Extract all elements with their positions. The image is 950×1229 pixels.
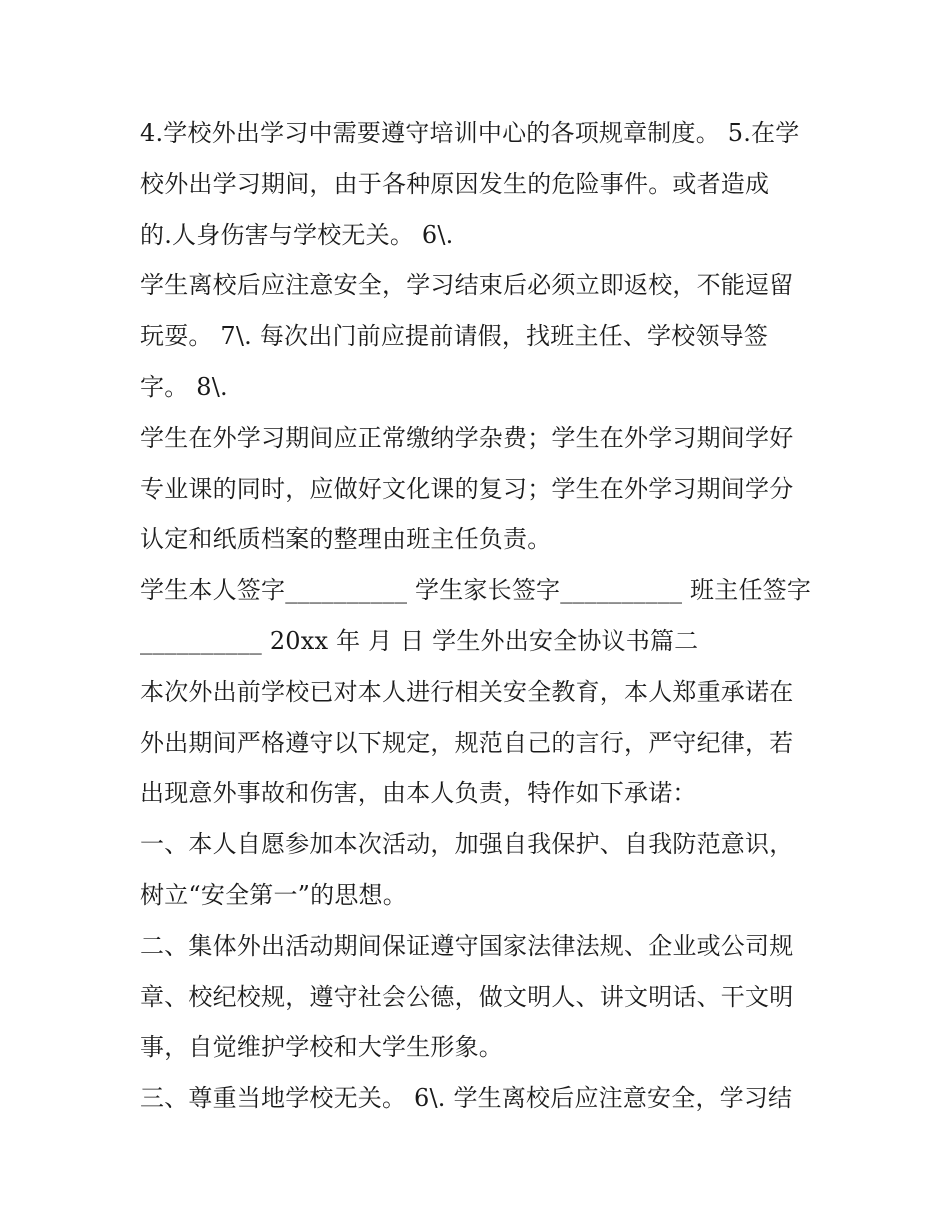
signature-line: 学生本人签字__________ 学生家长签字__________ 班主任签字 <box>140 576 812 605</box>
text-line: 的.人身伤害与学校无关。 6\. <box>140 220 454 249</box>
text-line: 4.学校外出学习中需要遵守培训中心的各项规章制度。 5.在学 <box>140 119 800 147</box>
text-line: 出现意外事故和伤害，由本人负责，特作如下承诺： <box>140 779 697 808</box>
text-line: 事，自觉维护学校和大学生形象。 <box>140 1033 503 1062</box>
document-body <box>140 108 820 1124</box>
text-line: 玩耍。 7\. 每次出门前应提前请假，找班主任、学校领导签 <box>140 322 769 351</box>
text-line: 外出期间严格遵守以下规定，规范自己的言行，严守纪律，若 <box>140 728 794 757</box>
text-line: 学生离校后应注意安全，学习结束后必须立即返校，不能逗留 <box>140 271 794 300</box>
text-line: 认定和纸质档案的整理由班主任负责。 <box>140 525 552 554</box>
text-line: 字。 8\. <box>140 372 228 401</box>
text-line: 学生在外学习期间应正常缴纳学杂费；学生在外学习期间学好 <box>140 423 794 452</box>
text-line: 专业课的同时，应做好文化课的复习；学生在外学习期间学分 <box>140 474 794 503</box>
text-line: 本次外出前学校已对本人进行相关安全教育，本人郑重承诺在 <box>140 677 794 706</box>
text-line: 一、本人自愿参加本次活动，加强自我保护、自我防范意识， <box>140 830 794 859</box>
text-line: 树立“安全第一”的思想。 <box>140 880 407 909</box>
text-line: 二、集体外出活动期间保证遵守国家法律法规、企业或公司规 <box>140 931 794 960</box>
text-line: 校外出学习期间，由于各种原因发生的危险事件。或者造成 <box>140 169 770 198</box>
text-line: 章、校纪校规，遵守社会公德，做文明人、讲文明话、干文明 <box>140 982 794 1011</box>
date-heading-line: __________ 20xx 年 月 日 学生外出安全协议书篇二 <box>140 626 699 655</box>
text-line: 三、尊重当地学校无关。 6\. 学生离校后应注意安全，学习结 <box>140 1084 793 1113</box>
